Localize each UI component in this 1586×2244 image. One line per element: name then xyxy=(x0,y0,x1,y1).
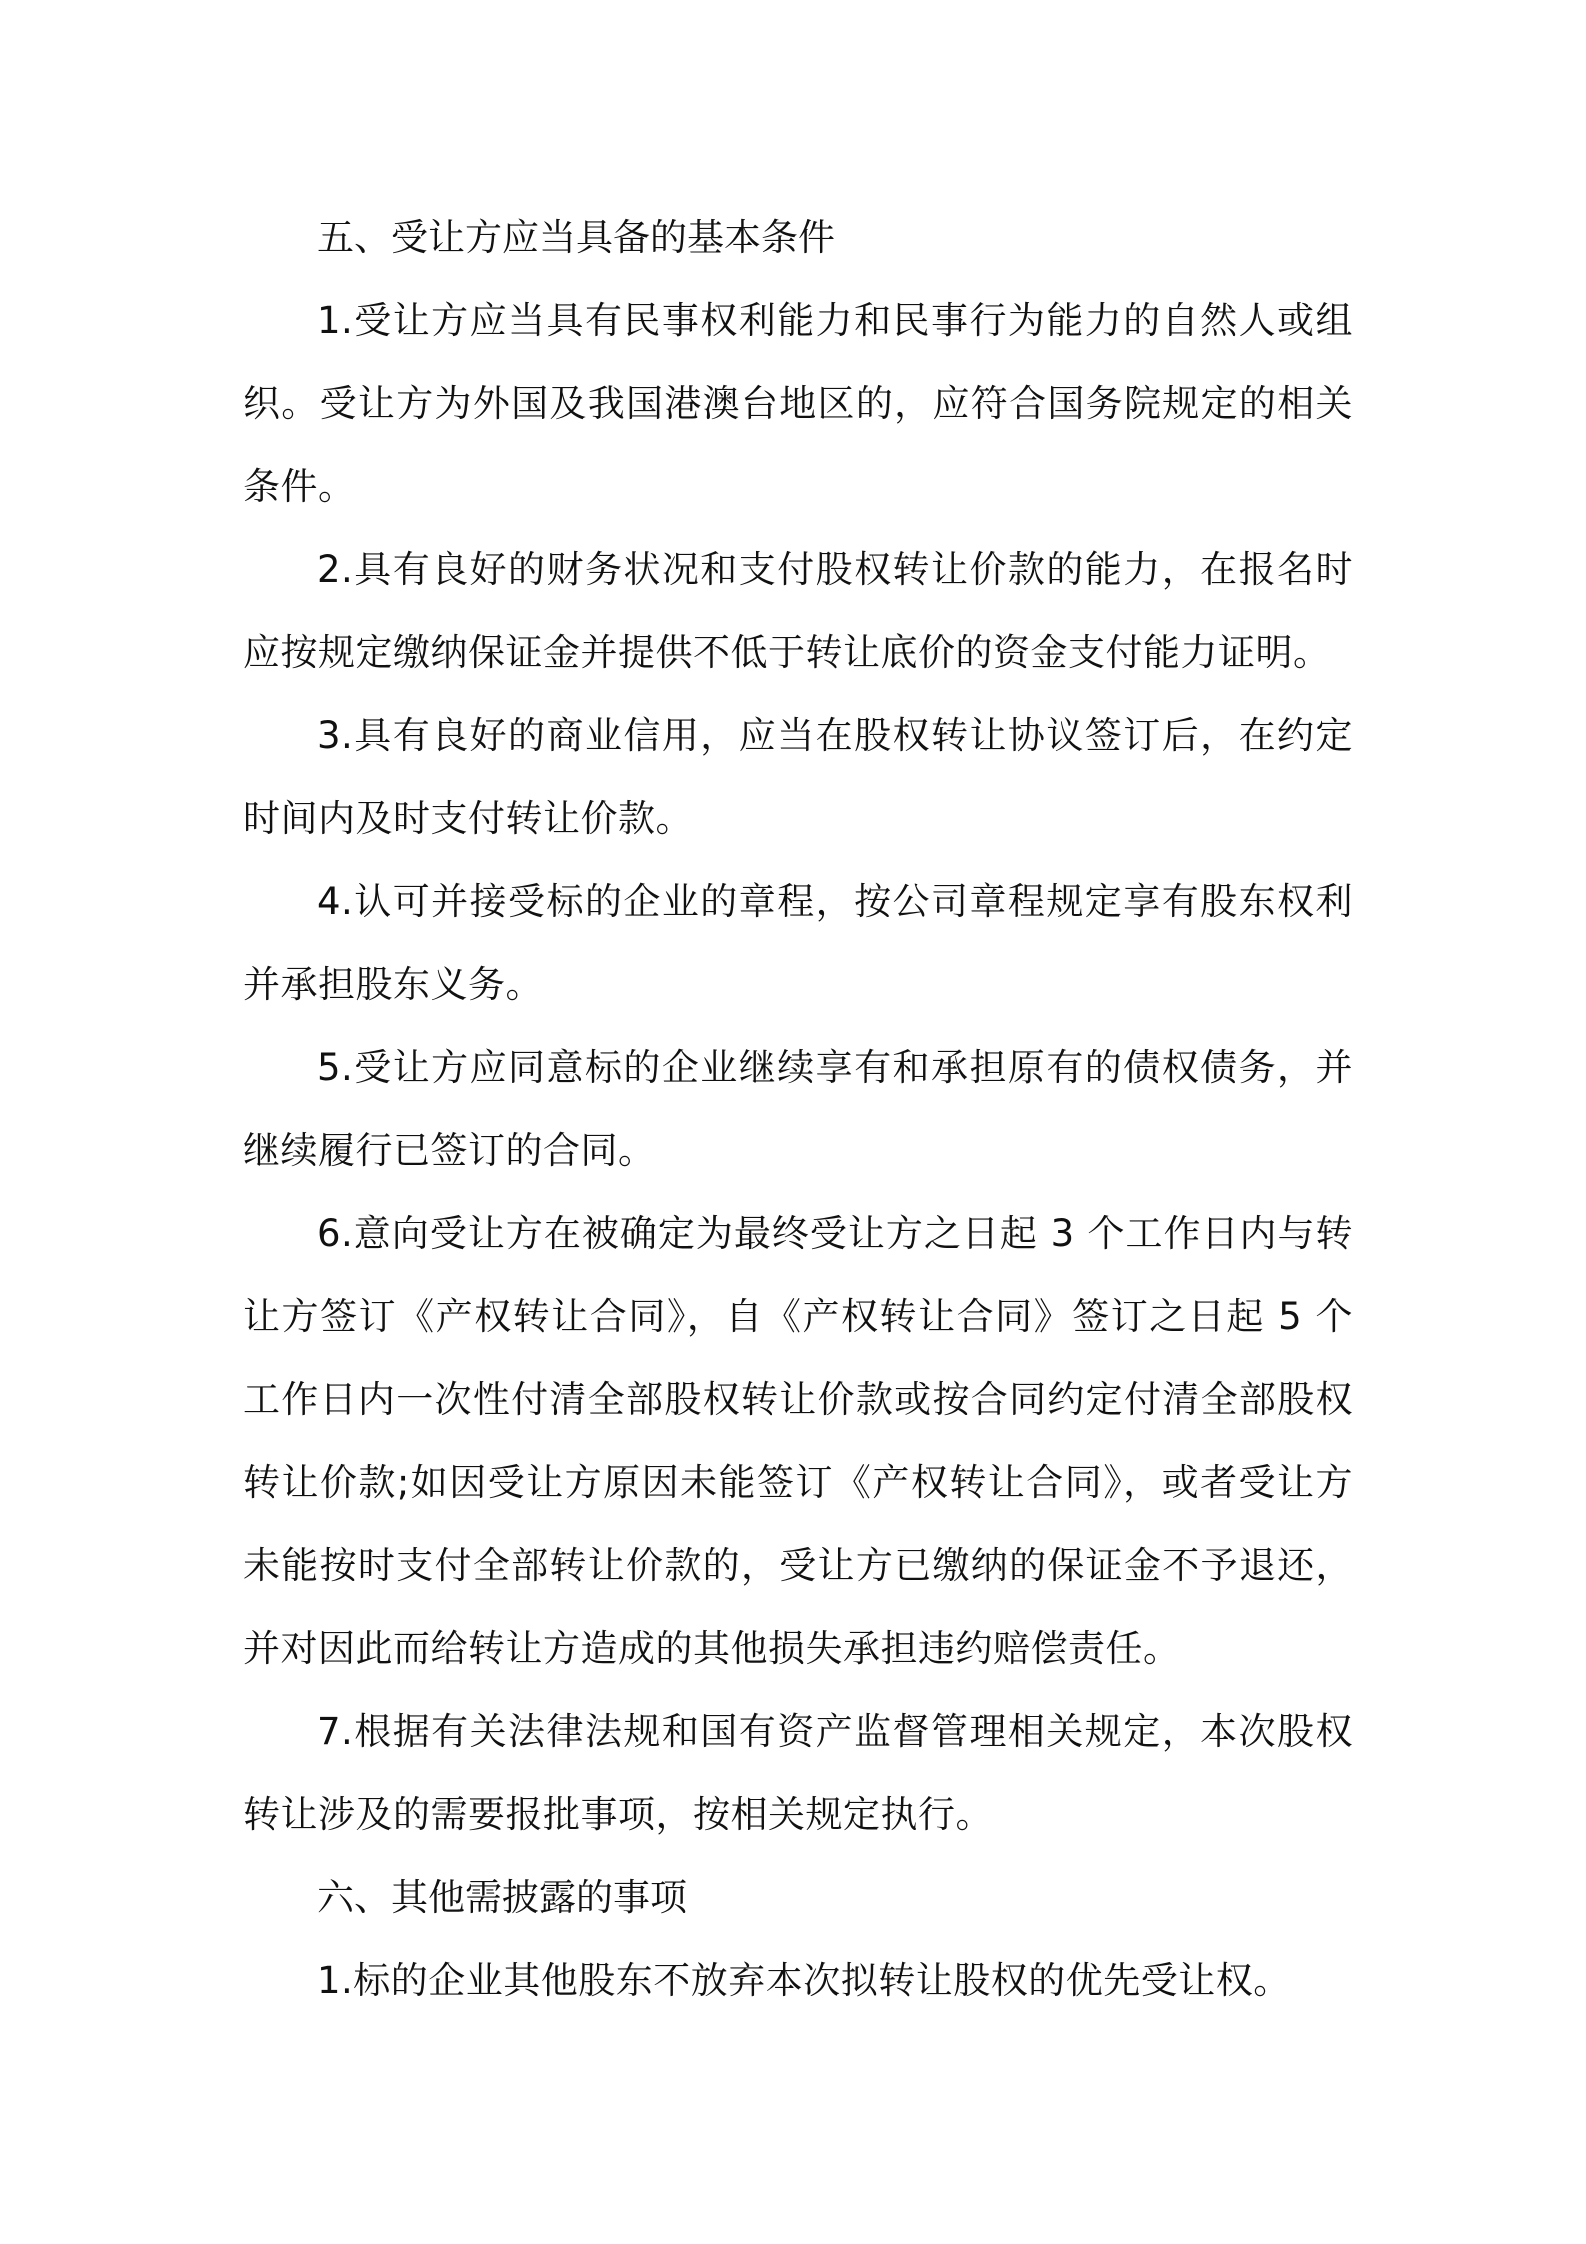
section-5-item-5: 5.受让方应同意标的企业继续享有和承担原有的债权债务，并继续履行已签订的合同。 xyxy=(243,1046,1353,1172)
section-6-item-1: 1.标的企业其他股东不放弃本次拟转让股权的优先受让权。 xyxy=(317,1959,1291,2002)
section-5-item-4: 4.认可并接受标的企业的章程，按公司章程规定享有股东权利并承担股东义务。 xyxy=(243,880,1353,1006)
section-5-item-7: 7.根据有关法律法规和国有资产监督管理相关规定，本次股权转让涉及的需要报批事项，按相关规定执行。 xyxy=(243,1710,1353,1836)
document-page xyxy=(243,196,1353,2022)
section-5-item-3: 3.具有良好的商业信用，应当在股权转让协议签订后，在约定时间内及时支付转让价款。 xyxy=(243,714,1353,840)
section-5-item-2: 2.具有良好的财务状况和支付股权转让价款的能力，在报名时应按规定缴纳保证金并提供不低于转让底价的资金支付能力证明。 xyxy=(243,548,1353,674)
section-5-item-6: 6.意向受让方在被确定为最终受让方之日起 3 个工作日内与转让方签订《产权转让合同》，自《产权转让合同》签订之日起 5 个工作日内一次性付清全部股权转让价款或按合同约定付清全部股权转让价款;如因受让方原因未能签订《产权转让合同》，或者受让方未能按时支付全部转让价款的，受让方已缴纳的保证金不予退还，并对因此而给转让方造成的其他损失承担违约赔偿责任。 xyxy=(243,1212,1353,1670)
section-5-heading: 五、受让方应当具备的基本条件 xyxy=(317,216,835,259)
section-5-item-1: 1.受让方应当具有民事权利能力和民事行为能力的自然人或组织。受让方为外国及我国港澳台地区的，应符合国务院规定的相关条件。 xyxy=(243,299,1353,508)
section-6-heading: 六、其他需披露的事项 xyxy=(317,1876,687,1919)
